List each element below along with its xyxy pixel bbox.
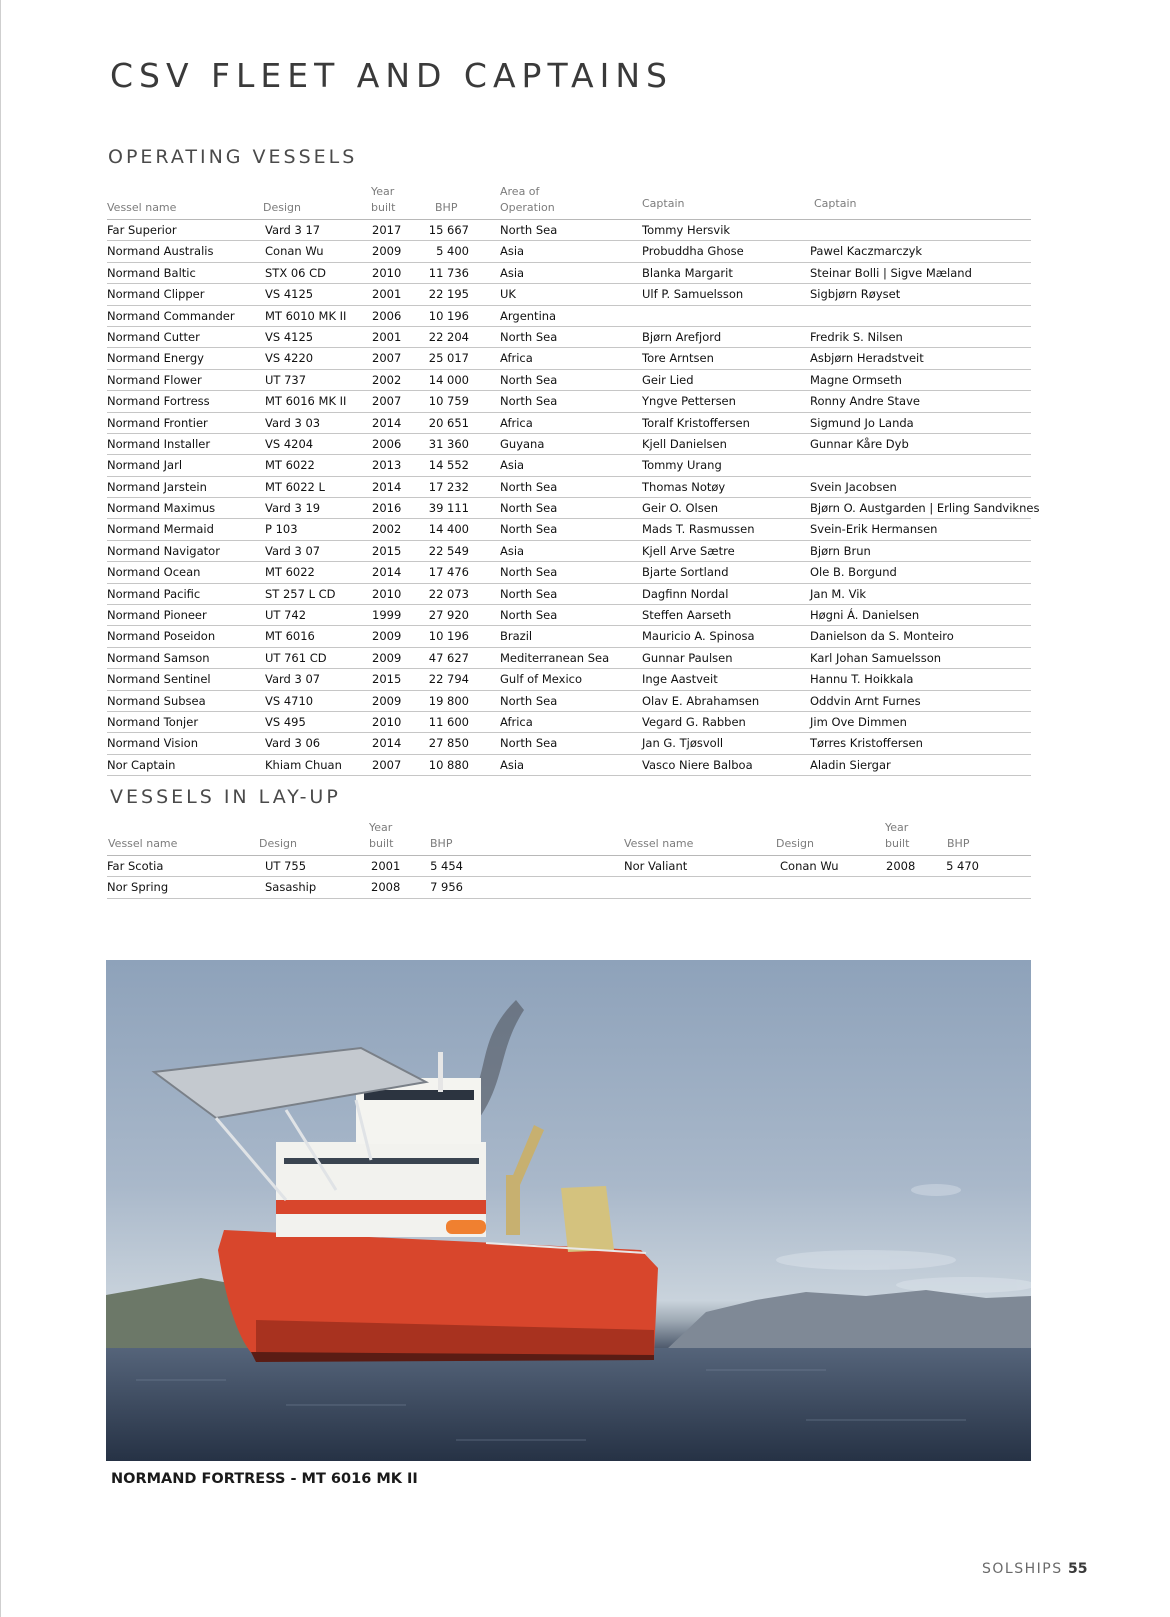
cell-year-built: 2010 (372, 714, 402, 729)
cell-design: MT 6016 (265, 629, 315, 644)
cell-design: VS 495 (265, 714, 306, 729)
col-bhp: BHP (435, 201, 458, 214)
cell-year-built: 2001 (372, 329, 402, 344)
cell-year-built: 2001 (371, 859, 401, 873)
cell-captain-a: Gunnar Paulsen (642, 650, 733, 665)
operating-vessels-table (107, 183, 1040, 776)
cell-captain-a: Geir Lied (642, 372, 694, 387)
bridge-windows (364, 1090, 474, 1100)
cell-vessel-name: Normand Samson (107, 650, 210, 665)
cell-area-of-operation: North Sea (500, 565, 558, 580)
col-design-right: Design (776, 837, 814, 850)
cell-design: Vard 3 03 (265, 415, 321, 430)
cell-area-of-operation: North Sea (500, 522, 558, 537)
table-row (107, 856, 1031, 877)
cell-design: UT 737 (265, 372, 307, 387)
cell-captain-b: Jim Ove Dimmen (810, 714, 907, 729)
cell-captain-b: Asbjørn Heradstveit (810, 351, 924, 366)
cell-year-built: 2014 (372, 415, 402, 430)
table-row (107, 669, 1031, 690)
cell-bhp: 10 759 (428, 394, 469, 409)
table-header (107, 183, 1031, 220)
cell-vessel-name: Nor Captain (107, 757, 176, 772)
cell-captain-b: Sigmund Jo Landa (810, 415, 914, 430)
cell-design: VS 4125 (265, 287, 314, 302)
cell-captain-a: Steffen Aarseth (642, 608, 732, 623)
cell-area-of-operation: North Sea (500, 394, 558, 409)
cell-year-built: 2017 (372, 223, 402, 237)
cell-captain-a: Bjarte Sortland (642, 565, 729, 580)
cell-bhp: 14 552 (428, 458, 469, 473)
cell-year-built: 2002 (372, 522, 402, 537)
cell-bhp: 22 549 (428, 543, 469, 558)
cell-year-built: 2015 (372, 672, 402, 687)
cell-captain-b: Magne Ormseth (810, 372, 902, 387)
cell-bhp: 22 195 (428, 287, 469, 302)
cell-area-of-operation: Argentina (500, 308, 557, 323)
cell-year-built: 2010 (372, 265, 402, 280)
cell-vessel-name: Nor Spring (107, 880, 169, 895)
cell-bhp: 10 196 (428, 629, 469, 644)
col-year-line2: built (371, 201, 396, 214)
cell-year-built: 2016 (372, 501, 402, 516)
a-frame (561, 1186, 614, 1252)
cell-vessel-name: Normand Tonjer (107, 714, 199, 729)
cell-area-of-operation: Guyana (500, 436, 545, 451)
cell-captain-b: Pawel Kaczmarczyk (810, 244, 923, 259)
cell-design: VS 4220 (265, 351, 314, 366)
cell-design: ST 257 L CD (265, 586, 336, 601)
cell-captain-a: Blanka Margarit (642, 265, 733, 280)
cell-bhp: 10 196 (428, 308, 469, 323)
col-year-line1: Year (371, 185, 395, 198)
cell-year-built: 2007 (372, 757, 402, 772)
cell-bhp: 31 360 (428, 436, 469, 451)
cell-bhp: 14 000 (428, 372, 469, 387)
cell-vessel-name: Normand Installer (107, 436, 211, 451)
table-row (107, 691, 1031, 712)
cell-vessel-name: Normand Frontier (107, 415, 208, 430)
cell-captain-b: Oddvin Arnt Furnes (810, 693, 921, 708)
cell-design: MT 6016 MK II (265, 394, 347, 409)
cell-area-of-operation: North Sea (500, 223, 558, 237)
operating-vessels-heading: OPERATING VESSELS (108, 146, 358, 168)
cell-captain-a: Ulf P. Samuelsson (642, 287, 744, 302)
table-row (107, 348, 1031, 369)
cell-bhp: 5 400 (436, 244, 469, 259)
cell-bhp: 47 627 (428, 650, 469, 665)
cell-design: P 103 (265, 522, 298, 537)
cell-area-of-operation: Africa (500, 415, 533, 430)
cell-year-built: 2007 (372, 351, 402, 366)
cell-vessel-name: Normand Navigator (107, 543, 220, 558)
cell-bhp: 7 956 (430, 880, 463, 895)
cell-captain-a: Tore Arntsen (642, 351, 714, 366)
cell-design: Conan Wu (265, 244, 324, 259)
cell-bhp: 20 651 (428, 415, 469, 430)
vessel-photo-illustration (106, 960, 1031, 1461)
cell-area-of-operation: Asia (500, 244, 525, 259)
table-row (107, 455, 1031, 476)
cell-vessel-name: Normand Subsea (107, 693, 206, 708)
cell-year-built: 2002 (372, 372, 402, 387)
col-captain-a: Captain (642, 197, 685, 210)
cell-vessel-name: Normand Energy (107, 351, 204, 366)
cell-year-built: 2009 (372, 244, 402, 259)
cell-captain-a: Kjell Arve Sætre (642, 543, 735, 558)
cell-area-of-operation: North Sea (500, 608, 558, 623)
cell-bhp: 15 667 (428, 223, 469, 237)
cell-captain-a: Geir O. Olsen (642, 501, 719, 516)
cell-design-right: Conan Wu (780, 859, 839, 873)
cell-captain-a: Jan G. Tjøsvoll (642, 736, 724, 751)
cell-design: Vard 3 17 (265, 223, 321, 237)
cell-year-built: 2014 (372, 565, 402, 580)
cell-captain-a: Thomas Notøy (642, 479, 726, 494)
table-row (107, 263, 1031, 284)
col-captain-b: Captain (814, 197, 857, 210)
col-vessel-name-right: Vessel name (624, 837, 694, 850)
cell-vessel-name: Normand Jarl (107, 458, 183, 473)
mast (438, 1052, 443, 1092)
cell-design: Sasaship (265, 880, 317, 895)
cell-year-built: 2010 (372, 586, 402, 601)
cell-captain-a: Olav E. Abrahamsen (642, 693, 760, 708)
cell-bhp: 17 476 (428, 565, 469, 580)
cell-area-of-operation: Asia (500, 265, 525, 280)
table-row (107, 584, 1031, 605)
cell-vessel-name: Normand Vision (107, 736, 198, 751)
cell-vessel-name: Normand Australis (107, 244, 214, 259)
cell-vessel-name: Normand Maximus (107, 501, 216, 516)
table-row (107, 370, 1031, 391)
col-year-line1-right: Year (885, 821, 909, 834)
cell-bhp-right: 5 470 (946, 859, 979, 873)
table-row (107, 306, 1031, 327)
cell-vessel-name: Normand Sentinel (107, 672, 211, 687)
cell-bhp: 22 073 (428, 586, 469, 601)
cell-captain-b: Ole B. Borgund (810, 565, 897, 580)
cell-captain-b: Jan M. Vik (810, 586, 867, 601)
cell-year-built: 2009 (372, 650, 402, 665)
cell-area-of-operation: UK (500, 287, 516, 302)
cell-captain-b: Svein Jacobsen (810, 479, 897, 494)
cell-area-of-operation: North Sea (500, 479, 558, 494)
cell-design: STX 06 CD (265, 265, 327, 280)
cell-bhp: 19 800 (428, 693, 469, 708)
lay-up-vessels-heading: VESSELS IN LAY-UP (110, 786, 341, 808)
table-row (107, 648, 1031, 669)
col-bhp: BHP (430, 837, 453, 850)
cell-captain-a: Yngve Pettersen (642, 394, 736, 409)
cell-year-built: 1999 (372, 608, 402, 623)
cell-captain-b: Høgni Á. Danielsen (810, 608, 920, 623)
cell-vessel-name: Normand Ocean (107, 565, 201, 580)
lay-up-vessels-body (107, 856, 1031, 899)
cell-captain-a: Bjørn Arefjord (642, 329, 722, 344)
lay-up-vessels-table (107, 818, 1031, 899)
cell-year-built: 2014 (372, 736, 402, 751)
vessel-photo (106, 960, 1031, 1461)
cell-area-of-operation: North Sea (500, 736, 558, 751)
lifeboat (446, 1220, 486, 1234)
cell-design: MT 6010 MK II (265, 308, 347, 323)
cell-design: VS 4125 (265, 329, 314, 344)
table-row (107, 241, 1031, 262)
col-vessel-name: Vessel name (108, 837, 178, 850)
right-mountains (666, 1290, 1031, 1350)
cell-captain-a: Mads T. Rasmussen (642, 522, 755, 537)
cell-year-built: 2015 (372, 543, 402, 558)
cell-captain-a: Probuddha Ghose (642, 244, 744, 259)
cell-captain-b: Danielson da S. Monteiro (810, 629, 954, 644)
cell-captain-b: Aladin Siergar (810, 757, 891, 772)
table-row (107, 541, 1031, 562)
cell-bhp: 25 017 (428, 351, 469, 366)
cell-captain-a: Kjell Danielsen (642, 436, 727, 451)
cell-area-of-operation: North Sea (500, 372, 558, 387)
clouds (776, 1184, 1031, 1293)
cell-bhp: 14 400 (428, 522, 469, 537)
table-row (107, 327, 1031, 348)
table-row (107, 498, 1040, 519)
cell-captain-a: Tommy Urang (642, 458, 722, 473)
cell-captain-b: Gunnar Kåre Dyb (810, 436, 909, 451)
col-design: Design (263, 201, 301, 214)
cell-year-built: 2009 (372, 629, 402, 644)
table-header (107, 818, 1031, 856)
cell-design: Khiam Chuan (265, 757, 342, 772)
sea (106, 1348, 1031, 1461)
cell-design: VS 4710 (265, 693, 314, 708)
col-year-line2: built (369, 837, 394, 850)
cell-area-of-operation: North Sea (500, 693, 558, 708)
cell-year-built: 2008 (371, 880, 401, 895)
cell-bhp: 11 600 (428, 714, 469, 729)
table-row (107, 755, 1031, 776)
col-year-line1: Year (369, 821, 393, 834)
cell-area-of-operation: Africa (500, 714, 533, 729)
cell-area-of-operation: North Sea (500, 501, 558, 516)
cell-year-built: 2009 (372, 693, 402, 708)
cell-bhp: 11 736 (428, 265, 469, 280)
cell-design: UT 755 (265, 859, 307, 873)
cell-vessel-name-right: Nor Valiant (624, 859, 688, 873)
cell-captain-b: Bjørn O. Austgarden | Erling Sandviknes (810, 501, 1040, 516)
cell-vessel-name: Normand Fortress (107, 394, 210, 409)
cell-year-built-right: 2008 (886, 859, 916, 873)
cell-year-built: 2006 (372, 436, 402, 451)
cell-bhp: 39 111 (428, 501, 469, 516)
cell-captain-a: Tommy Hersvik (642, 223, 731, 237)
col-area-line1: Area of (500, 185, 540, 198)
cell-design: VS 4204 (265, 436, 314, 451)
cell-area-of-operation: Africa (500, 351, 533, 366)
cell-area-of-operation: Asia (500, 543, 525, 558)
cell-year-built: 2001 (372, 287, 402, 302)
cell-area-of-operation: North Sea (500, 329, 558, 344)
table-row (107, 626, 1031, 647)
operating-vessels-body (107, 220, 1040, 776)
cell-captain-b: Hannu T. Hoikkala (810, 672, 914, 687)
cell-design: UT 742 (265, 608, 307, 623)
cell-vessel-name: Normand Flower (107, 372, 202, 387)
cell-design: Vard 3 07 (265, 543, 321, 558)
table-row (107, 733, 1031, 754)
cell-captain-b: Tørres Kristoffersen (810, 736, 923, 751)
cell-vessel-name: Normand Mermaid (107, 522, 214, 537)
footer-page-number: 55 (1068, 1561, 1088, 1577)
table-row (107, 284, 1031, 305)
cell-bhp: 5 454 (430, 859, 463, 873)
table-row (107, 477, 1031, 498)
col-area-line2: Operation (500, 201, 555, 214)
crane-arm (511, 1125, 544, 1185)
cell-design: Vard 3 07 (265, 672, 321, 687)
cell-area-of-operation: Brazil (500, 629, 533, 644)
cell-year-built: 2007 (372, 394, 402, 409)
cell-area-of-operation: Asia (500, 757, 525, 772)
cell-vessel-name: Normand Baltic (107, 265, 196, 280)
cell-captain-b: Ronny Andre Stave (810, 394, 920, 409)
table-row (107, 519, 1031, 540)
cell-captain-a: Mauricio A. Spinosa (642, 629, 755, 644)
cell-design: UT 761 CD (265, 650, 327, 665)
cell-captain-b: Svein-Erik Hermansen (810, 522, 938, 537)
cell-vessel-name: Normand Pacific (107, 586, 201, 601)
cell-captain-a: Vegard G. Rabben (642, 714, 746, 729)
table-row (107, 877, 1031, 898)
col-design: Design (259, 837, 297, 850)
cell-bhp: 17 232 (428, 479, 469, 494)
cell-captain-b: Steinar Bolli | Sigve Mæland (810, 265, 972, 280)
cell-captain-b: Bjørn Brun (810, 543, 871, 558)
cell-captain-a: Toralf Kristoffersen (642, 415, 750, 430)
cell-vessel-name: Normand Jarstein (107, 479, 207, 494)
cell-vessel-name: Normand Pioneer (107, 608, 207, 623)
col-bhp-right: BHP (947, 837, 970, 850)
table-row (107, 712, 1031, 733)
cell-vessel-name: Normand Commander (107, 308, 235, 323)
table-row (107, 434, 1031, 455)
cell-area-of-operation: Asia (500, 458, 525, 473)
cell-captain-b: Sigbjørn Røyset (810, 287, 901, 302)
page-edge (0, 0, 1, 1617)
cell-bhp: 22 204 (428, 329, 469, 344)
cell-area-of-operation: Gulf of Mexico (500, 672, 582, 687)
cell-captain-a: Vasco Niere Balboa (642, 757, 753, 772)
cell-vessel-name: Normand Clipper (107, 287, 205, 302)
cell-captain-a: Inge Aastveit (642, 672, 718, 687)
cell-bhp: 27 850 (428, 736, 469, 751)
cell-design: MT 6022 L (265, 479, 325, 494)
cell-year-built: 2006 (372, 308, 402, 323)
crane-base (506, 1175, 520, 1235)
cell-year-built: 2014 (372, 479, 402, 494)
cell-vessel-name: Normand Poseidon (107, 629, 216, 644)
red-band (276, 1200, 486, 1214)
footer-brand: SOLSHIPS (982, 1561, 1063, 1577)
cell-design: MT 6022 (265, 458, 315, 473)
cell-bhp: 27 920 (428, 608, 469, 623)
cell-vessel-name: Far Scotia (107, 859, 164, 873)
col-vessel-name: Vessel name (107, 201, 177, 214)
cell-design: Vard 3 06 (265, 736, 321, 751)
table-row (107, 562, 1031, 583)
page-title: CSV FLEET AND CAPTAINS (110, 56, 673, 95)
cell-bhp: 10 880 (428, 757, 469, 772)
cell-design: MT 6022 (265, 565, 315, 580)
table-row (107, 220, 1031, 241)
table-row (107, 605, 1031, 626)
cell-bhp: 22 794 (428, 672, 469, 687)
col-year-line2-right: built (885, 837, 910, 850)
cell-year-built: 2013 (372, 458, 402, 473)
table-row (107, 413, 1031, 434)
cell-captain-b: Karl Johan Samuelsson (810, 650, 942, 665)
cell-captain-a: Dagfinn Nordal (642, 586, 729, 601)
cell-area-of-operation: North Sea (500, 586, 558, 601)
cell-design: Vard 3 19 (265, 501, 321, 516)
photo-caption: NORMAND FORTRESS - MT 6016 MK II (111, 1471, 418, 1487)
cell-captain-b: Fredrik S. Nilsen (810, 329, 903, 344)
cell-vessel-name: Normand Cutter (107, 329, 200, 344)
deck-windows (284, 1158, 479, 1164)
cell-area-of-operation: Mediterranean Sea (500, 650, 610, 665)
table-row (107, 391, 1031, 412)
cell-vessel-name: Far Superior (107, 223, 177, 237)
